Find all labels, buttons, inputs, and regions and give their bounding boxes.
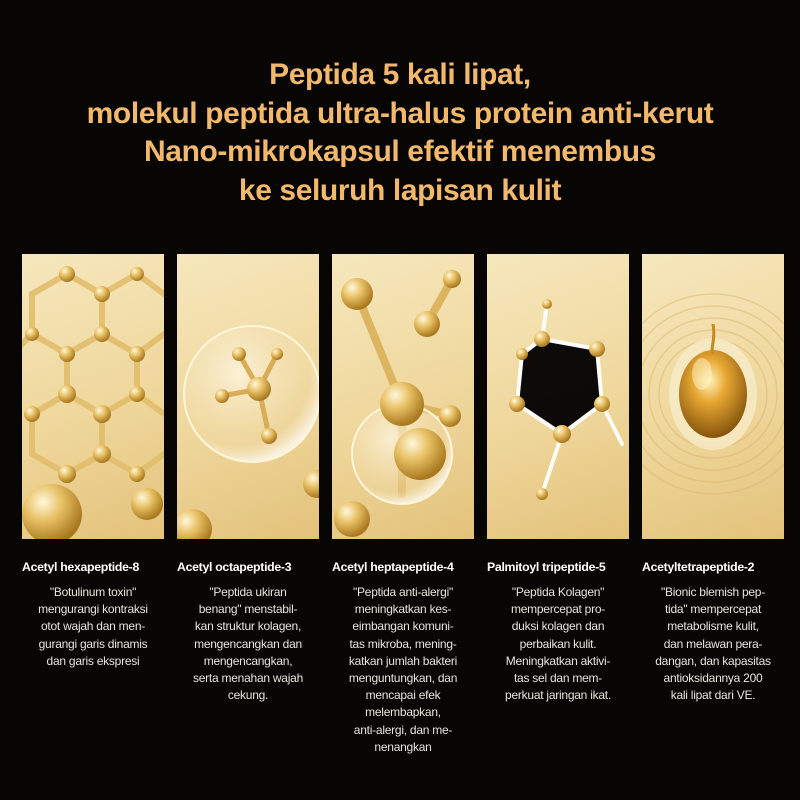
capsule-droplet-image bbox=[642, 254, 784, 539]
desc-line: "Peptida Kolagen" bbox=[511, 585, 605, 599]
ingredient-name: Palmitoyl tripeptide-5 bbox=[487, 560, 606, 574]
desc-line: tas mikroba, mening- bbox=[349, 636, 457, 651]
ingredient-description bbox=[22, 584, 164, 670]
ingredient-description bbox=[332, 584, 474, 756]
desc-line: nenangkan bbox=[374, 739, 432, 754]
headline-line-2: molekul peptida ultra-halus protein anti-kerut bbox=[86, 96, 714, 130]
desc-line: meningkatkan kes- bbox=[354, 602, 452, 617]
ingredient-card-5 bbox=[642, 254, 784, 704]
ingredient-name: Acetyl octapeptide-3 bbox=[177, 560, 292, 574]
headline bbox=[0, 56, 800, 210]
desc-line: menguntungkan, dan bbox=[348, 671, 458, 686]
molecule-lattice-image bbox=[22, 254, 164, 539]
ingredient-card-1 bbox=[22, 254, 164, 670]
desc-line: dangan, dan kapasitas bbox=[655, 653, 771, 668]
ingredient-description bbox=[177, 584, 319, 704]
molecule-sphere-image bbox=[177, 254, 319, 539]
desc-line: melembapkan, bbox=[365, 705, 441, 720]
desc-line: perkuat jaringan ikat. bbox=[505, 688, 611, 703]
desc-line: "Bionic blemish pep- bbox=[661, 585, 765, 599]
desc-line: antioksidannya 200 bbox=[663, 671, 763, 686]
desc-line: kan struktur kolagen, bbox=[194, 619, 302, 634]
desc-line: eimbangan komuni- bbox=[352, 619, 454, 634]
desc-line: katkan jumlah bakteri bbox=[348, 653, 458, 668]
desc-line: metabolisme kulit, bbox=[667, 619, 759, 634]
ingredient-card-3 bbox=[332, 254, 474, 756]
desc-line: mempercepat pro- bbox=[510, 602, 606, 617]
desc-line: mengencangkan dan bbox=[194, 636, 302, 651]
ingredient-name: Acetyl hexapeptide-8 bbox=[22, 560, 140, 574]
ingredient-description bbox=[642, 584, 784, 704]
desc-line: dan garis ekspresi bbox=[46, 653, 140, 668]
headline-line-3: Nano-mikrokapsul efektif menembus bbox=[144, 135, 656, 168]
desc-line: mengurangi kontraksi bbox=[38, 602, 148, 617]
desc-line: perbaikan kulit. bbox=[519, 636, 597, 651]
desc-line: cekung. bbox=[227, 688, 269, 703]
desc-line: "Peptida ukiran bbox=[209, 585, 287, 599]
desc-line: anti-alergi, dan me- bbox=[353, 722, 453, 737]
molecule-ring-image bbox=[487, 254, 629, 539]
desc-line: gurangi garis dinamis bbox=[38, 636, 148, 651]
desc-line: Meningkatkan aktivi- bbox=[505, 653, 611, 668]
desc-line: tas sel dan mem- bbox=[513, 671, 603, 686]
headline-line-4: ke seluruh lapisan kulit bbox=[238, 173, 562, 207]
desc-line: mencapai efek bbox=[365, 688, 441, 703]
ingredient-description bbox=[487, 584, 629, 704]
ingredient-card-4 bbox=[487, 254, 629, 704]
desc-line: dan melawan pera- bbox=[663, 636, 763, 651]
headline-line-1: Peptida 5 kali lipat, bbox=[269, 58, 531, 91]
ingredient-card-2 bbox=[177, 254, 319, 704]
desc-line: "Botulinum toxin" bbox=[49, 585, 137, 599]
desc-line: serta menahan wajah bbox=[193, 671, 303, 686]
desc-line: mengencangkan, bbox=[203, 653, 293, 668]
desc-line: "Peptida anti-alergi" bbox=[353, 585, 453, 599]
desc-line: otot wajah dan men- bbox=[41, 619, 145, 634]
ingredient-name: Acetyl heptapeptide-4 bbox=[332, 560, 454, 574]
desc-line: kali lipat dari VE. bbox=[670, 688, 756, 703]
desc-line: duksi kolagen dan bbox=[511, 619, 605, 634]
desc-line: tida" mempercepat bbox=[664, 602, 762, 617]
molecule-spheres-image bbox=[332, 254, 474, 539]
ingredient-name: Acetyltetrapeptide-2 bbox=[642, 560, 755, 574]
desc-line: benang" menstabil- bbox=[198, 602, 298, 617]
